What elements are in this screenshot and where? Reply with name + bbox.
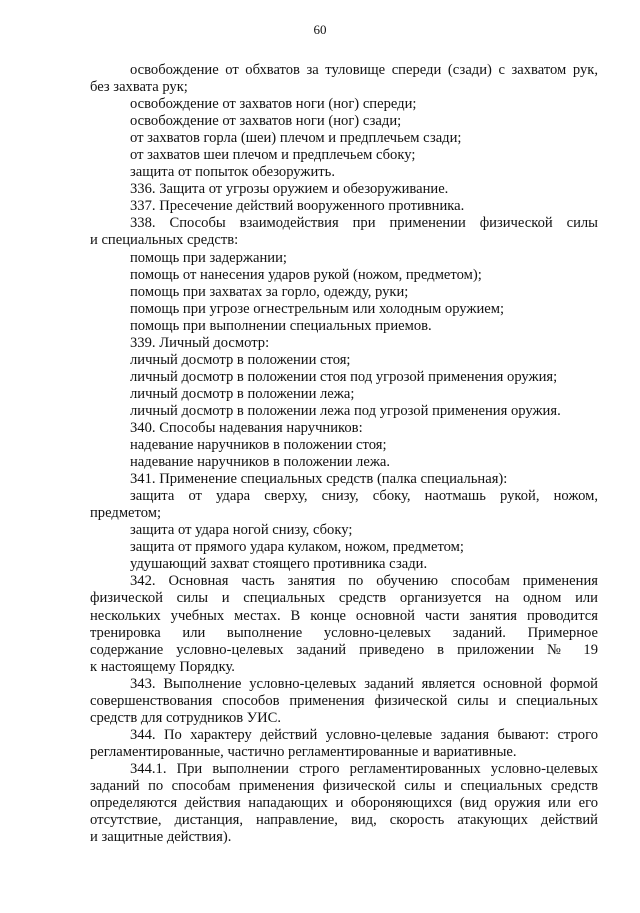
text-line: 344.1. При выполнении строго регламентированных условно-целевых (130, 760, 598, 777)
text-line: к настоящему Порядку. (90, 658, 235, 675)
text-line: определяются действия нападающих и обороняющихся (вид оружия или его (90, 795, 598, 812)
text-line: регламентированные, частично регламентированные и вариативные. (90, 743, 517, 760)
text-line: 338. Способы взаимодействия при применении физической силы (130, 215, 598, 232)
text-line: от захватов шеи плечом и предплечьем сбоку; (130, 147, 416, 164)
text-line: 342. Основная часть занятия по обучению способам применения (130, 573, 598, 590)
text-line: надевание наручников в положении лежа. (130, 454, 391, 471)
text-line: освобождение от захватов ноги (ног) спереди; (130, 96, 417, 113)
text-line: 339. Личный досмотр: (130, 334, 270, 351)
text-line: 343. Выполнение условно-целевых заданий является основной формой (130, 675, 598, 692)
text-line: личный досмотр в положении лежа; (130, 385, 355, 402)
text-line: и защитные действия). (90, 829, 232, 846)
text-line: защита от удара сверху, снизу, сбоку, наотмашь рукой, ножом, (130, 488, 598, 505)
text-line: 336. Защита от угрозы оружием и обезоруживание. (130, 181, 449, 198)
page-number: 60 (313, 22, 327, 37)
text-line: помощь при захватах за горло, одежду, руки; (130, 283, 409, 300)
text-line: личный досмотр в положении лежа под угрозой применения оружия. (130, 402, 561, 419)
text-line: 340. Способы надевания наручников: (130, 419, 363, 436)
text-line: содержание условно-целевых заданий приведено в приложении № 19 (90, 641, 598, 658)
text-line: помощь при угрозе огнестрельным или холодным оружием; (130, 300, 505, 317)
text-line: помощь от нанесения ударов рукой (ножом, предметом); (130, 266, 482, 283)
text-line: заданий по способам применения физической силы и специальных средств (90, 777, 598, 794)
text-line: удушающий захват стоящего противника сзади. (130, 556, 428, 573)
text-line: личный досмотр в положении стоя; (130, 351, 351, 368)
text-line: защита от удара ногой снизу, сбоку; (130, 522, 353, 539)
text-line: защита от прямого удара кулаком, ножом, предметом; (130, 539, 464, 556)
text-line: освобождение от обхватов за туловище спереди (сзади) с захватом рук, (130, 62, 598, 78)
text-line: и специальных средств: (90, 232, 239, 249)
text-line: помощь при выполнении специальных приемов. (130, 317, 432, 334)
text-line: отсутствие, дистанция, направление, вид, скорость атакующих действий (90, 812, 598, 829)
text-line: помощь при задержании; (130, 249, 287, 266)
text-line: 344. По характеру действий условно-целевые задания бывают: строго (130, 726, 598, 743)
text-line: средств для сотрудников УИС. (90, 709, 282, 726)
text-line: надевание наручников в положении стоя; (130, 437, 387, 454)
text-line: совершенствования способов применения физической силы и специальных (90, 692, 598, 709)
document-body (90, 62, 598, 846)
text-line: защита от попыток обезоружить. (130, 164, 335, 181)
text-line: личный досмотр в положении стоя под угрозой применения оружия; (130, 368, 558, 385)
text-line: 337. Пресечение действий вооруженного противника. (130, 198, 465, 215)
text-line: физической силы и специальных средств организуется на одном или (90, 590, 598, 607)
text-line: 341. Применение специальных средств (палка специальная): (130, 471, 508, 488)
text-line: без захвата рук; (90, 79, 188, 96)
text-line: тренировка или выполнение условно-целевых заданий. Примерное (90, 624, 598, 641)
text-line: освобождение от захватов ноги (ног) сзади; (130, 113, 402, 130)
text-line: предметом; (90, 505, 162, 522)
text-line: от захватов горла (шеи) плечом и предплечьем сзади; (130, 130, 462, 147)
text-line: нескольких учебных местах. В конце основной части занятия проводится (90, 607, 598, 624)
